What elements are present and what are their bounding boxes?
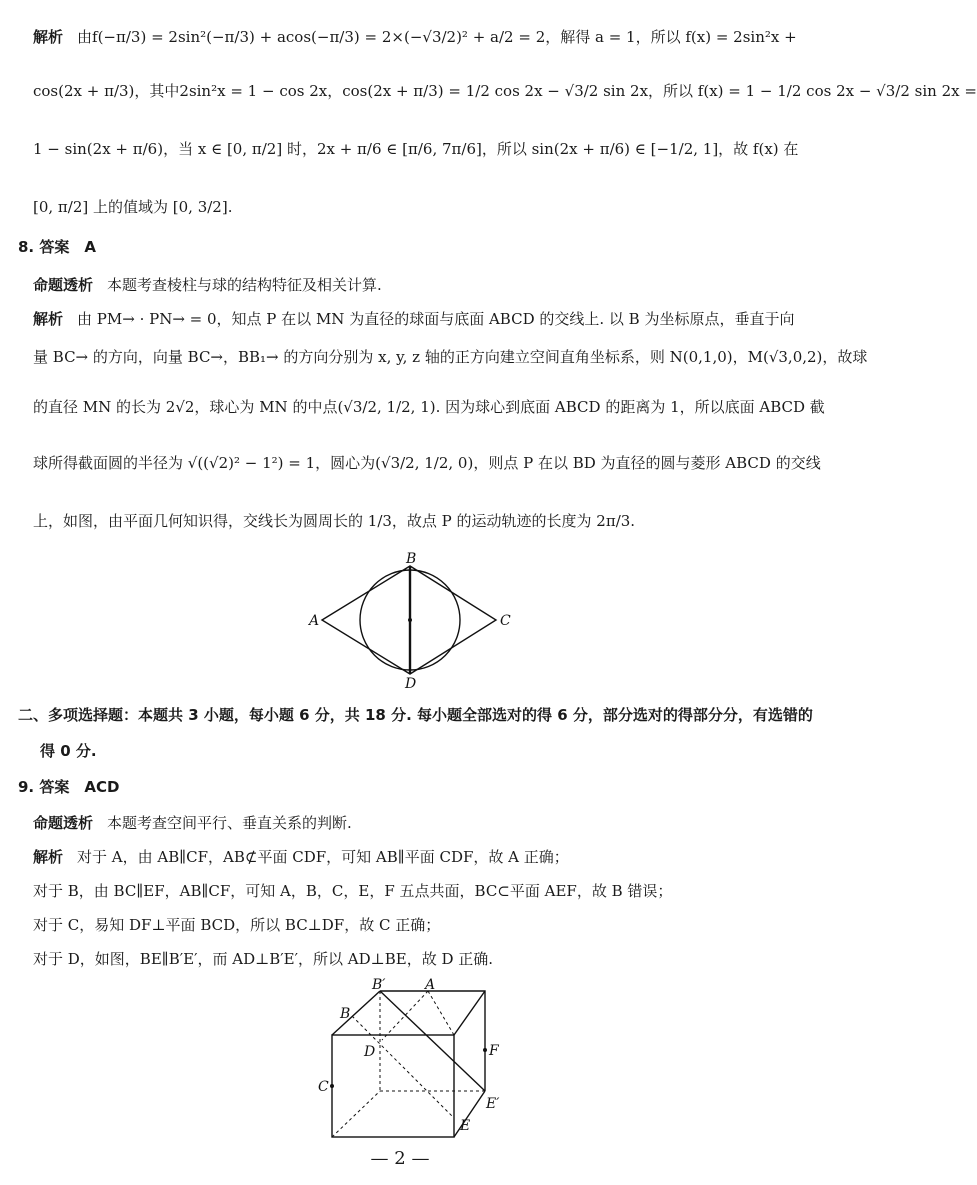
q8-center-point [408, 618, 412, 622]
q8-analysis-line-3: 的直径 MN 的长为 2√2，球心为 MN 的中点(√3/2, 1/2, 1). 因为球心到底面 ABCD 的距离为 1，所以底面 ABCD 截 [33, 398, 825, 416]
q8-analysis-line-5: 上，如图，由平面几何知识得，交线长为圆周长的 1/3，故点 P 的运动轨迹的长度为 2π/3. [33, 512, 636, 530]
q9-label-eprime: E′ [486, 1096, 500, 1112]
q7-line-1 [33, 26, 797, 48]
q9-intent-text: 本题考查空间平行、垂直关系的判断. [107, 814, 352, 832]
q9-line-a-f [428, 991, 454, 1035]
q9-point-c [330, 1084, 334, 1088]
section-2-line-2: 得 0 分. [40, 742, 97, 760]
q9-label-f: F [489, 1043, 499, 1059]
q9-line-bprime-eprime [380, 991, 485, 1091]
q9-cube-edge-tr [454, 991, 485, 1035]
q9-analysis-label: 解析 [33, 848, 64, 866]
q9-label-c: C [318, 1079, 329, 1095]
q9-label-d: D [364, 1044, 376, 1060]
q8-analysis-line-4: 球所得截面圆的半径为 √((√2)² − 1²) = 1，圆心为(√3/2, 1/2, 0)，则点 P 在以 BD 为直径的圆与菱形 ABCD 的交线 [33, 454, 821, 472]
q8-analysis-text-1: 由 PM→ · PN→ = 0，知点 P 在以 MN 为直径的球面与底面 ABCD 的交线上. 以 B 为坐标原点，垂直于向 [77, 310, 795, 328]
q9-hidden-edge-diag [332, 1091, 380, 1137]
q8-label-a: A [309, 613, 320, 629]
q7-line-4: [0, π/2] 上的值域为 [0, 3/2]. [33, 198, 233, 216]
q9-line-2: 对于 B，由 BC∥EF，AB∥CF，可知 A，B，C，E，F 五点共面，BC⊂平面 AEF，故 B 错误； [33, 882, 673, 900]
q9-label-b: B [340, 1006, 351, 1022]
q7-line-2: cos(2x + π/3)，其中2sin²x = 1 − cos 2x，cos(2x + π/3) = 1/2 cos 2x − √3/2 sin 2x，所以 f(x) = 1 − 1/2 cos 2x − √3/2 sin 2x = [33, 82, 977, 100]
q8-intent-text: 本题考查棱柱与球的结构特征及相关计算. [107, 276, 382, 294]
q8-analysis-label: 解析 [33, 310, 64, 328]
q9-cube-front-face [332, 1035, 454, 1137]
page-number: — 2 — [370, 1148, 430, 1169]
q9-intent [33, 812, 352, 834]
q9-cube-figure [310, 978, 510, 1142]
q7-analysis-label: 解析 [33, 28, 64, 46]
q9-point-f [483, 1048, 487, 1052]
q9-line-3: 对于 C，易知 DF⊥平面 BCD，所以 BC⊥DF，故 C 正确； [33, 916, 441, 934]
q9-intent-label: 命题透析 [33, 814, 94, 832]
q8-label-c: C [500, 613, 511, 629]
q8-intent [33, 274, 382, 296]
q8-label-b: B [406, 551, 417, 567]
q7-line-3: 1 − sin(2x + π/6)，当 x ∈ [0, π/2] 时，2x + π/6 ∈ [π/6, 7π/6]，所以 sin(2x + π/6) ∈ [−1/2, 1]，故 f(x) 在 [33, 140, 799, 158]
q9-label-a: A [425, 977, 436, 993]
q9-analysis-text-1: 对于 A，由 AB∥CF，AB⊄平面 CDF，可知 AB∥平面 CDF，故 A 正确； [77, 848, 569, 866]
q9-analysis-line-1 [33, 846, 569, 868]
q9-line-4: 对于 D，如图，BE∥B′E′，而 AD⊥B′E′，所以 AD⊥BE，故 D 正确. [33, 950, 494, 968]
q8-heading: 8. 答案 A [18, 238, 96, 256]
q8-analysis-line-1 [33, 308, 794, 330]
section-2-line-1: 二、多项选择题：本题共 3 小题，每小题 6 分，共 18 分. 每小题全部选对的得 6 分，部分选对的得部分分，有选错的 [18, 706, 813, 724]
q9-heading: 9. 答案 ACD [18, 778, 120, 796]
q8-circle-rhombus-figure [300, 550, 520, 692]
q8-label-d: D [405, 676, 417, 692]
q8-intent-label: 命题透析 [33, 276, 94, 294]
q9-label-e: E [460, 1118, 471, 1134]
q8-analysis-line-2: 量 BC→ 的方向，向量 BC→，BB₁→ 的方向分别为 x, y, z 轴的正方向建立空间直角坐标系，则 N(0,1,0)，M(√3,0,2)，故球 [33, 348, 868, 366]
q7-analysis-text: 由f(−π/3) = 2sin²(−π/3) + acos(−π/3) = 2×(−√3/2)² + a/2 = 2，解得 a = 1，所以 f(x) = 2sin²x + [77, 28, 797, 46]
q9-label-bprime: B′ [372, 977, 386, 993]
